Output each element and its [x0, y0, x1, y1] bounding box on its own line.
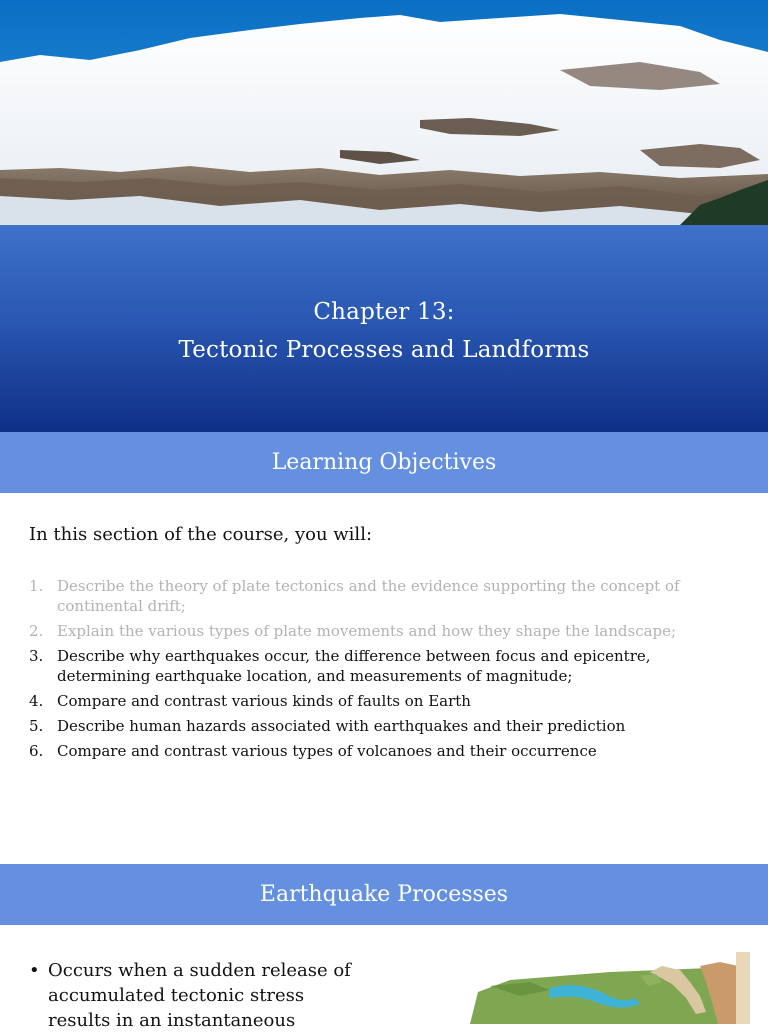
- objective-number: 5.: [29, 717, 44, 735]
- title-banner: [0, 225, 768, 432]
- fault-block-diagram: [400, 952, 768, 1024]
- objectives-list: [29, 576, 741, 766]
- objective-item: [29, 716, 741, 736]
- objective-item: [29, 576, 741, 616]
- objective-text: Explain the various types of plate movements and how they shape the landscape;: [57, 622, 677, 640]
- objectives-intro: In this section of the course, you will:: [29, 524, 373, 545]
- bullet-text: Occurs when a sudden release of accumulated tectonic stress results in an instantaneous: [48, 960, 351, 1031]
- objective-number: 4.: [29, 692, 44, 710]
- objective-text: Compare and contrast various types of volcanoes and their occurrence: [57, 742, 597, 760]
- objective-number: 3.: [29, 647, 44, 665]
- objective-text: Describe why earthquakes occur, the difference between focus and epicentre, determining earthquake location, and measurements of magnitude;: [57, 647, 651, 685]
- objective-item: [29, 741, 741, 761]
- earthquake-bullet: [29, 958, 359, 1033]
- objective-text: Describe the theory of plate tectonics and the evidence supporting the concept of continental drift;: [57, 577, 680, 615]
- chapter-title: Tectonic Processes and Landforms: [178, 337, 590, 363]
- earthquake-processes-header: Earthquake Processes: [0, 864, 768, 925]
- objective-item: [29, 621, 741, 641]
- objective-text: Compare and contrast various kinds of faults on Earth: [57, 692, 471, 710]
- bullet-dot: •: [29, 960, 40, 981]
- objective-number: 1.: [29, 577, 44, 595]
- chapter-number: Chapter 13:: [313, 299, 455, 325]
- learning-objectives-header: Learning Objectives: [0, 432, 768, 493]
- objective-item: [29, 646, 741, 686]
- objective-number: 2.: [29, 622, 44, 640]
- objective-item: [29, 691, 741, 711]
- objective-number: 6.: [29, 742, 44, 760]
- objective-text: Describe human hazards associated with earthquakes and their prediction: [57, 717, 626, 735]
- mountain-photo: [0, 0, 768, 225]
